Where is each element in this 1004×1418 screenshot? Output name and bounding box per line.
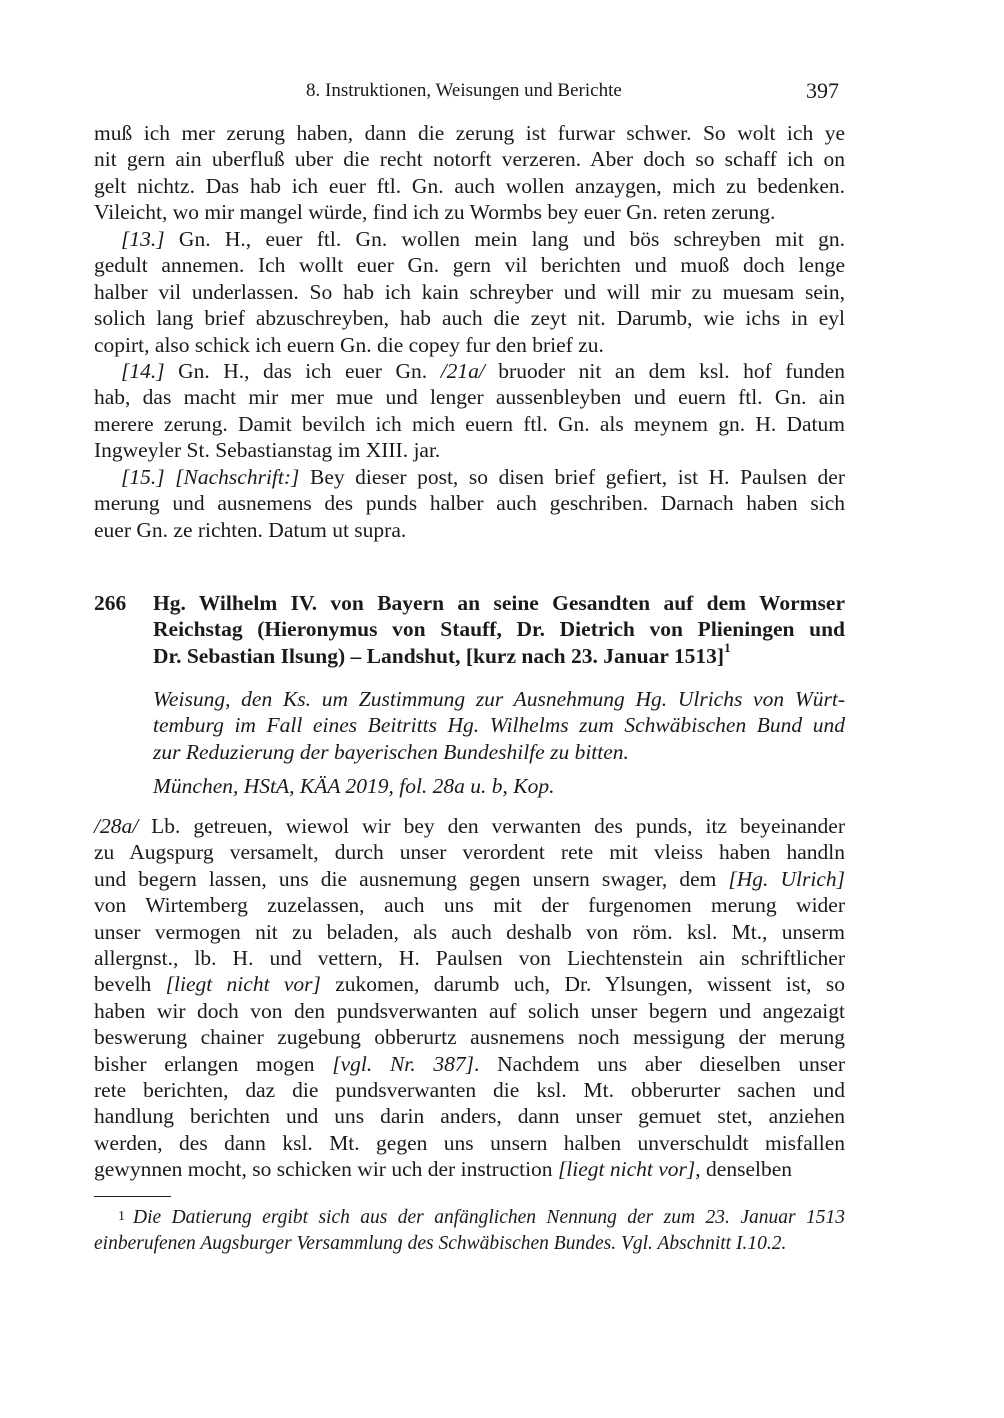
text-line	[94, 226, 845, 252]
text-run: rete berichten, daz die pundsverwanten die ksl. Mt. obberurter sachen und	[94, 1078, 845, 1103]
text-line	[153, 686, 845, 712]
text-line	[94, 384, 845, 410]
text-run: Vileicht, wo mir mangel würde, find ich zu Wormbs bey euer Gn. reten zerung.	[94, 200, 776, 225]
paragraph-15	[94, 464, 845, 543]
editorial-italic: [liegt nicht vor]	[165, 972, 321, 997]
text-line	[153, 639, 845, 669]
text-run: Bey dieser post, so disen brief gefiert, ist H. Paulsen der	[299, 465, 845, 489]
text-run: unser vermogen nit zu beladen, als auch deshalb von röm. ksl. Mt., unserm	[94, 919, 845, 944]
text-line	[94, 1051, 845, 1077]
text-run: muß ich mer zerung haben, dann die zerung ist furwar schwer. So wolt ich ye	[94, 121, 845, 145]
text-run: zu Augspurg versamelt, durch unser verordent rete mit vleiss haben handln	[94, 840, 845, 865]
text-run: nit gern ain uberfluß uber die recht notorft verzeren. Aber doch so schaff ich on	[94, 147, 845, 172]
editorial-italic: /28a/	[94, 814, 139, 838]
text-line	[94, 332, 845, 358]
text-run: zur Reduzierung der bayerischen Bundeshilfe zu bitten.	[153, 739, 629, 764]
editorial-italic: [vgl. Nr. 387]	[332, 1051, 474, 1076]
text-line	[94, 892, 845, 918]
text-line	[94, 517, 845, 543]
text-line	[153, 590, 845, 616]
text-run: . Nachdem uns aber dieselben unser	[474, 1051, 845, 1076]
text-run: Gn. H., das ich euer Gn.	[164, 359, 441, 383]
text-line	[94, 199, 845, 225]
text-line	[94, 1205, 845, 1231]
text-line	[94, 1024, 845, 1050]
footnote-divider	[94, 1196, 171, 1197]
text-line	[94, 173, 845, 199]
text-line	[94, 1231, 845, 1257]
text-run: werden, des dann ksl. Mt. gegen uns unsern halben unverschuldt misfallen	[94, 1130, 845, 1155]
document-text	[94, 813, 845, 1183]
text-run: gewynnen mocht, so schicken wir uch der instruction	[94, 1157, 558, 1182]
page-number: 397	[806, 78, 839, 103]
text-run: solich lang brief abzuschreyben, hab auch die zeyt nit. Darumb, wie ichs in eyl	[94, 306, 845, 331]
text-run: , denselben	[695, 1157, 793, 1182]
text-line	[94, 358, 845, 384]
footnote-reference: 1	[724, 639, 731, 655]
text-run: Die Datierung ergibt sich aus der anfänglichen Nennung der zum 23. Januar 1513	[133, 1207, 845, 1228]
editorial-italic: [14.]	[121, 359, 165, 383]
text-line	[94, 919, 845, 945]
text-line	[94, 437, 845, 463]
text-run: bevelh	[94, 972, 166, 997]
editorial-italic: [15.] [Nachschrift:]	[121, 465, 300, 489]
text-line	[94, 279, 845, 305]
text-run: und begern lassen, uns die ausnemung gegen unsern swager, dem	[94, 866, 729, 891]
text-run: merung und ausnemens des punds halber auch geschriben. Darnach haben sich	[94, 491, 845, 516]
text-run: Gn. H., euer ftl. Gn. wollen mein lang und bös schreyben mit gn.	[164, 227, 845, 251]
paragraph-continued	[94, 120, 845, 226]
text-run: von Wirtemberg zuzelassen, auch uns mit der furgenomen merung wider	[94, 893, 845, 918]
running-title: 8. Instruktionen, Weisungen und Berichte	[306, 80, 622, 101]
text-line	[94, 866, 845, 892]
text-run: gelt nichtz. Das hab ich euer ftl. Gn. auch wollen anzaygen, mich zu bedenken.	[94, 173, 845, 198]
text-line	[153, 773, 845, 799]
text-run: bruoder nit an dem ksl. hof funden	[484, 359, 845, 383]
text-line	[153, 739, 845, 765]
text-line	[94, 945, 845, 971]
text-line	[153, 712, 845, 738]
text-line	[94, 464, 845, 490]
text-run: halber vil underlassen. So hab ich kain schreyber und will mir zu muesam sein,	[94, 279, 845, 304]
text-line	[94, 146, 845, 172]
text-run: Reichstag (Hieronymus von Stauff, Dr. Dietrich von Plieningen und	[153, 617, 845, 642]
text-run: Dr. Sebastian Ilsung) – Landshut, [kurz nach 23. Januar 1513]	[153, 643, 725, 668]
text-line	[94, 305, 845, 331]
text-line	[94, 971, 845, 997]
footnote	[94, 1205, 845, 1257]
text-line	[94, 1103, 845, 1129]
text-run: Weisung, den Ks. um Zustimmung zur Ausnehmung Hg. Ulrichs von Würt-	[153, 687, 845, 711]
text-run: Ingweyler St. Sebastianstag im XIII. jar.	[94, 438, 441, 463]
text-line	[153, 616, 845, 642]
text-run: handlung berichten und uns darin anders, dann unser gemuet stet, anziehen	[94, 1104, 845, 1129]
text-line	[94, 1156, 845, 1182]
text-run: temburg im Fall eines Beitritts Hg. Wilhelms zum Schwäbischen Bund und	[153, 713, 845, 738]
document-summary	[153, 686, 845, 765]
text-line	[94, 813, 845, 839]
document-heading	[153, 590, 845, 669]
editorial-italic: [Hg. Ulrich]	[728, 866, 845, 891]
text-run: Lb. getreuen, wiewol wir bey den verwanten des punds, itz beyeinander	[138, 814, 845, 838]
text-run: beswerung chainer zugebung obberurtz ausnemens noch messigung der merung	[94, 1025, 845, 1050]
text-run: allergnst., lb. H. und vettern, H. Paulsen von Liechtenstein ain schriftlicher	[94, 946, 845, 971]
text-run: haben wir doch von den pundsverwanten auf solich unser begern und angezaigt	[94, 998, 845, 1023]
editorial-italic: [liegt nicht vor]	[557, 1157, 696, 1182]
text-line	[94, 839, 845, 865]
text-line	[94, 411, 845, 437]
text-run: hab, das macht mir mer mue und lenger aussenbleyben und euern ftl. Gn. ain	[94, 385, 845, 410]
text-run: euer Gn. ze richten. Datum ut supra.	[94, 517, 407, 542]
text-run: copirt, also schick ich euern Gn. die copey fur den brief zu.	[94, 332, 604, 357]
editorial-italic: [13.]	[121, 227, 165, 251]
text-line	[94, 490, 845, 516]
text-run: zukomen, darumb uch, Dr. Ylsungen, wissent ist, so	[320, 972, 845, 997]
paragraph-13	[94, 226, 845, 358]
footnote-mark: 1	[118, 1209, 125, 1224]
text-run: einberufenen Augsburger Versammlung des Schwäbischen Bundes. Vgl. Abschnitt I.10.2.	[94, 1233, 787, 1254]
text-line	[94, 120, 845, 146]
text-run: merere zerung. Damit bevilch ich mich euern ftl. Gn. als meynem gn. H. Datum	[94, 411, 845, 436]
text-line	[94, 998, 845, 1024]
text-line	[94, 1077, 845, 1103]
text-run: München, HStA, KÄA 2019, fol. 28a u. b, Kop.	[153, 774, 555, 798]
text-run: bisher erlangen mogen	[94, 1051, 333, 1076]
document-number: 266	[94, 591, 127, 615]
text-line	[94, 1130, 845, 1156]
text-run: gedult annemen. Ich wollt euer Gn. gern vil berichten und muoß doch lenge	[94, 253, 845, 278]
text-run: Hg. Wilhelm IV. von Bayern an seine Gesandten auf dem Wormser	[153, 591, 845, 615]
editorial-italic: /21a/	[440, 359, 485, 383]
paragraph-14	[94, 358, 845, 464]
document-source	[153, 773, 845, 799]
text-line	[94, 252, 845, 278]
